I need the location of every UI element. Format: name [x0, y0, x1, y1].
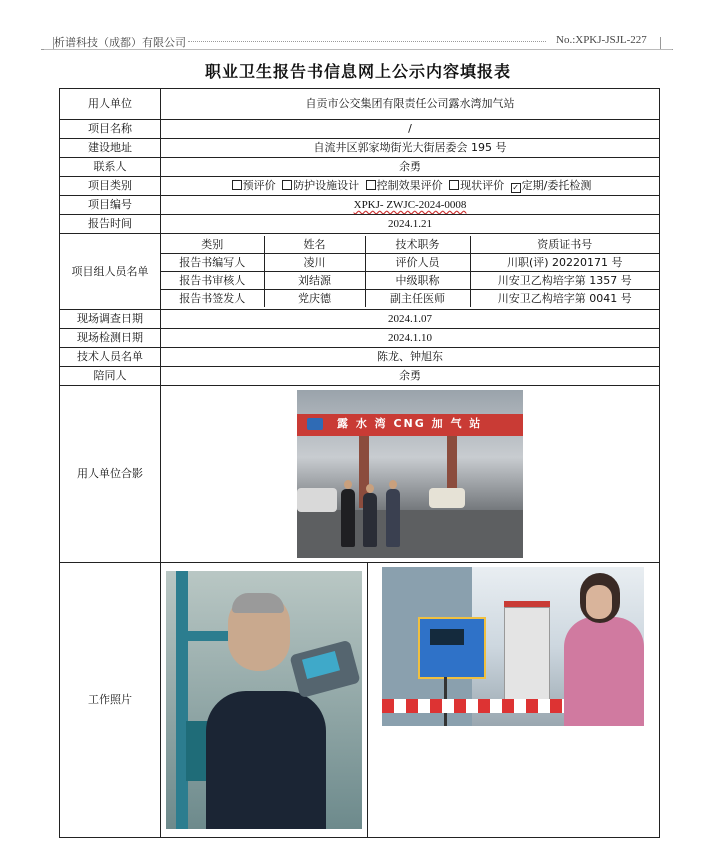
group-photo-label: 用人单位合影	[60, 386, 161, 563]
checkbox-periodic-testing[interactable]: ✓	[512, 183, 519, 192]
project-no-value: XPKJ- ZWJC-2024-0008	[353, 199, 467, 211]
group-photo	[297, 390, 523, 558]
technician-figure	[206, 691, 326, 829]
team-header-cell: 姓名	[264, 236, 365, 254]
work-photo-2	[382, 567, 644, 726]
team-role: 报告书签发人	[161, 290, 264, 308]
test-date-value: 2024.1.10	[161, 329, 660, 348]
page-title: 职业卫生报告书信息网上公示内容填报表	[204, 62, 511, 81]
pipe	[176, 571, 188, 829]
report-time-value: 2024.1.21	[161, 215, 660, 234]
table-row	[60, 348, 660, 367]
table-row	[60, 139, 660, 158]
instrument-screen	[430, 629, 464, 645]
test-date-label: 现场检测日期	[60, 329, 161, 348]
team-title: 中级职称	[365, 272, 470, 290]
car-icon	[429, 488, 465, 508]
project-name-label: 项目名称	[60, 120, 161, 139]
companion-label: 陪同人	[60, 367, 161, 386]
header-rule	[44, 49, 672, 50]
table-row	[60, 234, 660, 310]
technicians-label: 技术人员名单	[60, 348, 161, 367]
team-role: 报告书编写人	[161, 254, 264, 272]
team-title: 评价人员	[365, 254, 470, 272]
address-value: 自流井区郭家坳街光大街居委会 195 号	[161, 139, 660, 158]
person-figure	[363, 493, 377, 547]
person-head	[344, 480, 352, 489]
team-name: 党庆德	[264, 290, 365, 308]
person-head	[389, 480, 397, 489]
team-table	[161, 236, 659, 307]
team-name: 刘结源	[264, 272, 365, 290]
team-header-row	[161, 236, 659, 254]
table-row	[60, 310, 660, 329]
team-member-row	[161, 254, 659, 272]
person-figure	[341, 489, 355, 547]
team-member-row	[161, 290, 659, 308]
category-options	[161, 177, 660, 196]
team-title: 副主任医师	[365, 290, 470, 308]
work-photos-grid	[161, 563, 659, 837]
category-option-label: 控制效果评价	[376, 179, 443, 192]
project-no-label: 项目编号	[60, 196, 161, 215]
employer-label: 用人单位	[60, 89, 161, 120]
technicians-value: 陈龙、钟旭东	[161, 348, 660, 367]
checkbox-control-evaluation[interactable]	[366, 180, 376, 190]
table-row	[60, 196, 660, 215]
team-cert: 川职(评) 20220171 号	[470, 254, 659, 272]
team-member-row	[161, 272, 659, 290]
table-row	[60, 120, 660, 139]
report-time-label: 报告时间	[60, 215, 161, 234]
pipe	[176, 631, 236, 641]
team-header-cell: 资质证书号	[470, 236, 659, 254]
team-name: 凌川	[264, 254, 365, 272]
staff-face	[586, 585, 612, 619]
category-option-label: 预评价	[242, 179, 276, 192]
team-cert: 川安卫乙构培字第 1357 号	[470, 272, 659, 290]
table-row	[60, 89, 660, 120]
technician-hair	[232, 593, 284, 613]
table-row	[60, 215, 660, 234]
team-role: 报告书审核人	[161, 272, 264, 290]
team-header-cell: 技术职务	[365, 236, 470, 254]
table-row	[60, 177, 660, 196]
table-row	[60, 386, 660, 563]
contact-label: 联系人	[60, 158, 161, 177]
team-label: 项目组人员名单	[60, 234, 161, 310]
car-icon	[297, 488, 337, 512]
category-label: 项目类别	[60, 177, 161, 196]
person-head	[366, 484, 374, 493]
sampling-instrument-icon	[418, 617, 486, 679]
checkbox-status-evaluation[interactable]	[449, 180, 459, 190]
checkbox-pre-evaluation[interactable]	[232, 180, 242, 190]
header-company: 析谱科技（成都）有限公司	[54, 36, 186, 49]
companion-value: 余勇	[161, 367, 660, 386]
header-doc-number: No.:XPKJ-JSJL-227	[556, 34, 647, 46]
category-option-label: 定期/委托检测	[521, 179, 592, 192]
employer-value: 自贡市公交集团有限责任公司露水湾加气站	[161, 89, 660, 120]
table-row	[60, 329, 660, 348]
checkbox-protection-design[interactable]	[282, 180, 292, 190]
header-dotted-leader	[188, 41, 546, 42]
category-option-label: 防护设施设计	[293, 179, 360, 192]
address-label: 建设地址	[60, 139, 161, 158]
category-option-label: 现状评价	[460, 179, 505, 192]
work-photo-1	[166, 571, 362, 829]
ground	[297, 510, 523, 558]
table-row	[60, 367, 660, 386]
team-header-cell: 类别	[161, 236, 264, 254]
company-logo-icon	[307, 418, 323, 430]
project-name-value: /	[161, 120, 660, 139]
table-row	[60, 158, 660, 177]
contact-value: 余勇	[161, 158, 660, 177]
survey-date-label: 现场调查日期	[60, 310, 161, 329]
staff-figure	[564, 617, 644, 726]
station-sign: 露 水 湾 CNG 加 气 站	[337, 417, 483, 430]
team-cert: 川安卫乙构培字第 0041 号	[470, 290, 659, 308]
fuel-dispenser	[504, 607, 550, 709]
person-figure	[386, 489, 400, 547]
survey-date-value: 2024.1.07	[161, 310, 660, 329]
info-table	[59, 88, 660, 838]
table-row	[60, 563, 660, 838]
work-photos-label: 工作照片	[60, 563, 161, 838]
